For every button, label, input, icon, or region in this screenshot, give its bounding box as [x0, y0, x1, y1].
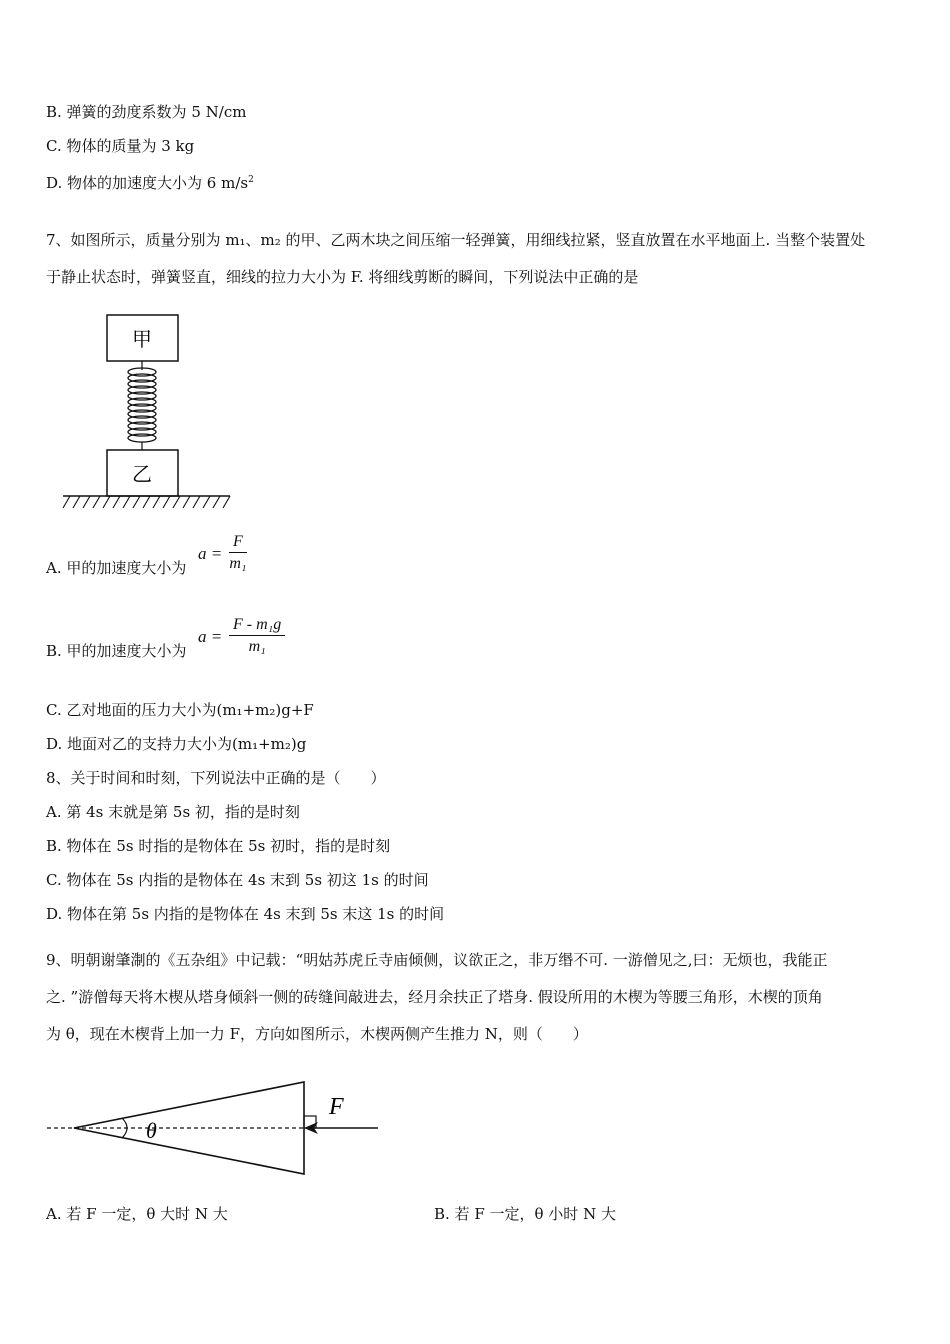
angle-theta-label: θ [146, 1118, 157, 1143]
q9-stem-line2: 之. ”游僧每天将木楔从塔身倾斜一侧的砖缝间敲进去，经月余扶正了塔身. 假设所用的木楔为等腰三角形，木楔的顶角 [46, 988, 823, 1006]
q6-option-c: C. 物体的质量为 3 kg [46, 137, 195, 155]
formula-a-fraction [229, 532, 247, 575]
q7-stem-line2: 于静止状态时，弹簧竖直，细线的拉力大小为 F. 将细线剪断的瞬间，下列说法中正确的是 [46, 268, 639, 286]
q7-option-b-text: B. 甲的加速度大小为 [46, 642, 187, 660]
formula-a-lhs: a = [198, 543, 223, 563]
q7-spring-figure [60, 312, 235, 517]
block-jia-label: 甲 [132, 327, 152, 351]
q7-option-b [46, 641, 187, 661]
q9-stem-line3: 为 θ，现在木楔背上加一力 F，方向如图所示，木楔两侧产生推力 N，则（ ） [46, 1025, 588, 1043]
q8-stem: 8、关于时间和时刻，下列说法中正确的是（ ） [46, 769, 386, 787]
q6-option-d-exponent: 2 [248, 175, 254, 185]
force-f-label: F [329, 1094, 344, 1120]
q9-option-b: B. 若 F 一定，θ 小时 N 大 [434, 1205, 616, 1223]
formula-b-fraction [229, 615, 285, 658]
q7-stem-line1: 7、如图所示，质量分别为 m₁、m₂ 的甲、乙两木块之间压缩一轻弹簧，用细线拉紧，竖直放置在水平地面上. 当整个装置处 [46, 231, 866, 249]
q8-option-d: D. 物体在第 5s 内指的是物体在 4s 末到 5s 末这 1s 的时间 [46, 905, 445, 923]
block-yi-label: 乙 [132, 462, 152, 486]
q7-option-b-formula [198, 615, 285, 658]
q6-option-d-text: D. 物体的加速度大小为 6 m/s [46, 174, 249, 192]
q9-option-a: A. 若 F 一定，θ 大时 N 大 [46, 1205, 228, 1223]
q6-option-b: B. 弹簧的劲度系数为 5 N/cm [46, 103, 247, 121]
q8-option-a: A. 第 4s 末就是第 5s 初，指的是时刻 [46, 803, 300, 821]
spring-coil [128, 368, 156, 442]
formula-a-denominator: m₁ [229, 555, 247, 572]
ground-hatching [63, 496, 230, 508]
formula-b-denominator: m₁ [248, 638, 266, 655]
q9-wedge-figure [44, 1076, 384, 1181]
q7-option-a-formula [198, 532, 247, 575]
formula-a-numerator: F [229, 532, 247, 553]
q9-stem-line1: 9、明朝谢肇淛的《五杂组》中记载：“明姑苏虎丘寺庙倾侧，议欲正之，非万缗不可. 一游僧见之,曰：无烦也，我能正 [46, 951, 828, 969]
q6-option-d [46, 170, 254, 193]
q7-option-a [46, 558, 186, 578]
q7-option-d: D. 地面对乙的支持力大小为(m₁+m₂)g [46, 735, 307, 753]
q8-option-c: C. 物体在 5s 内指的是物体在 4s 末到 5s 初这 1s 的时间 [46, 871, 429, 889]
formula-b-numerator: F - m₁g [229, 615, 285, 636]
formula-b-lhs: a = [198, 626, 223, 646]
q7-option-a-text: A. 甲的加速度大小为 [46, 559, 187, 577]
q7-option-c: C. 乙对地面的压力大小为(m₁+m₂)g+F [46, 701, 314, 719]
q8-option-b: B. 物体在 5s 时指的是物体在 5s 初时，指的是时刻 [46, 837, 391, 855]
